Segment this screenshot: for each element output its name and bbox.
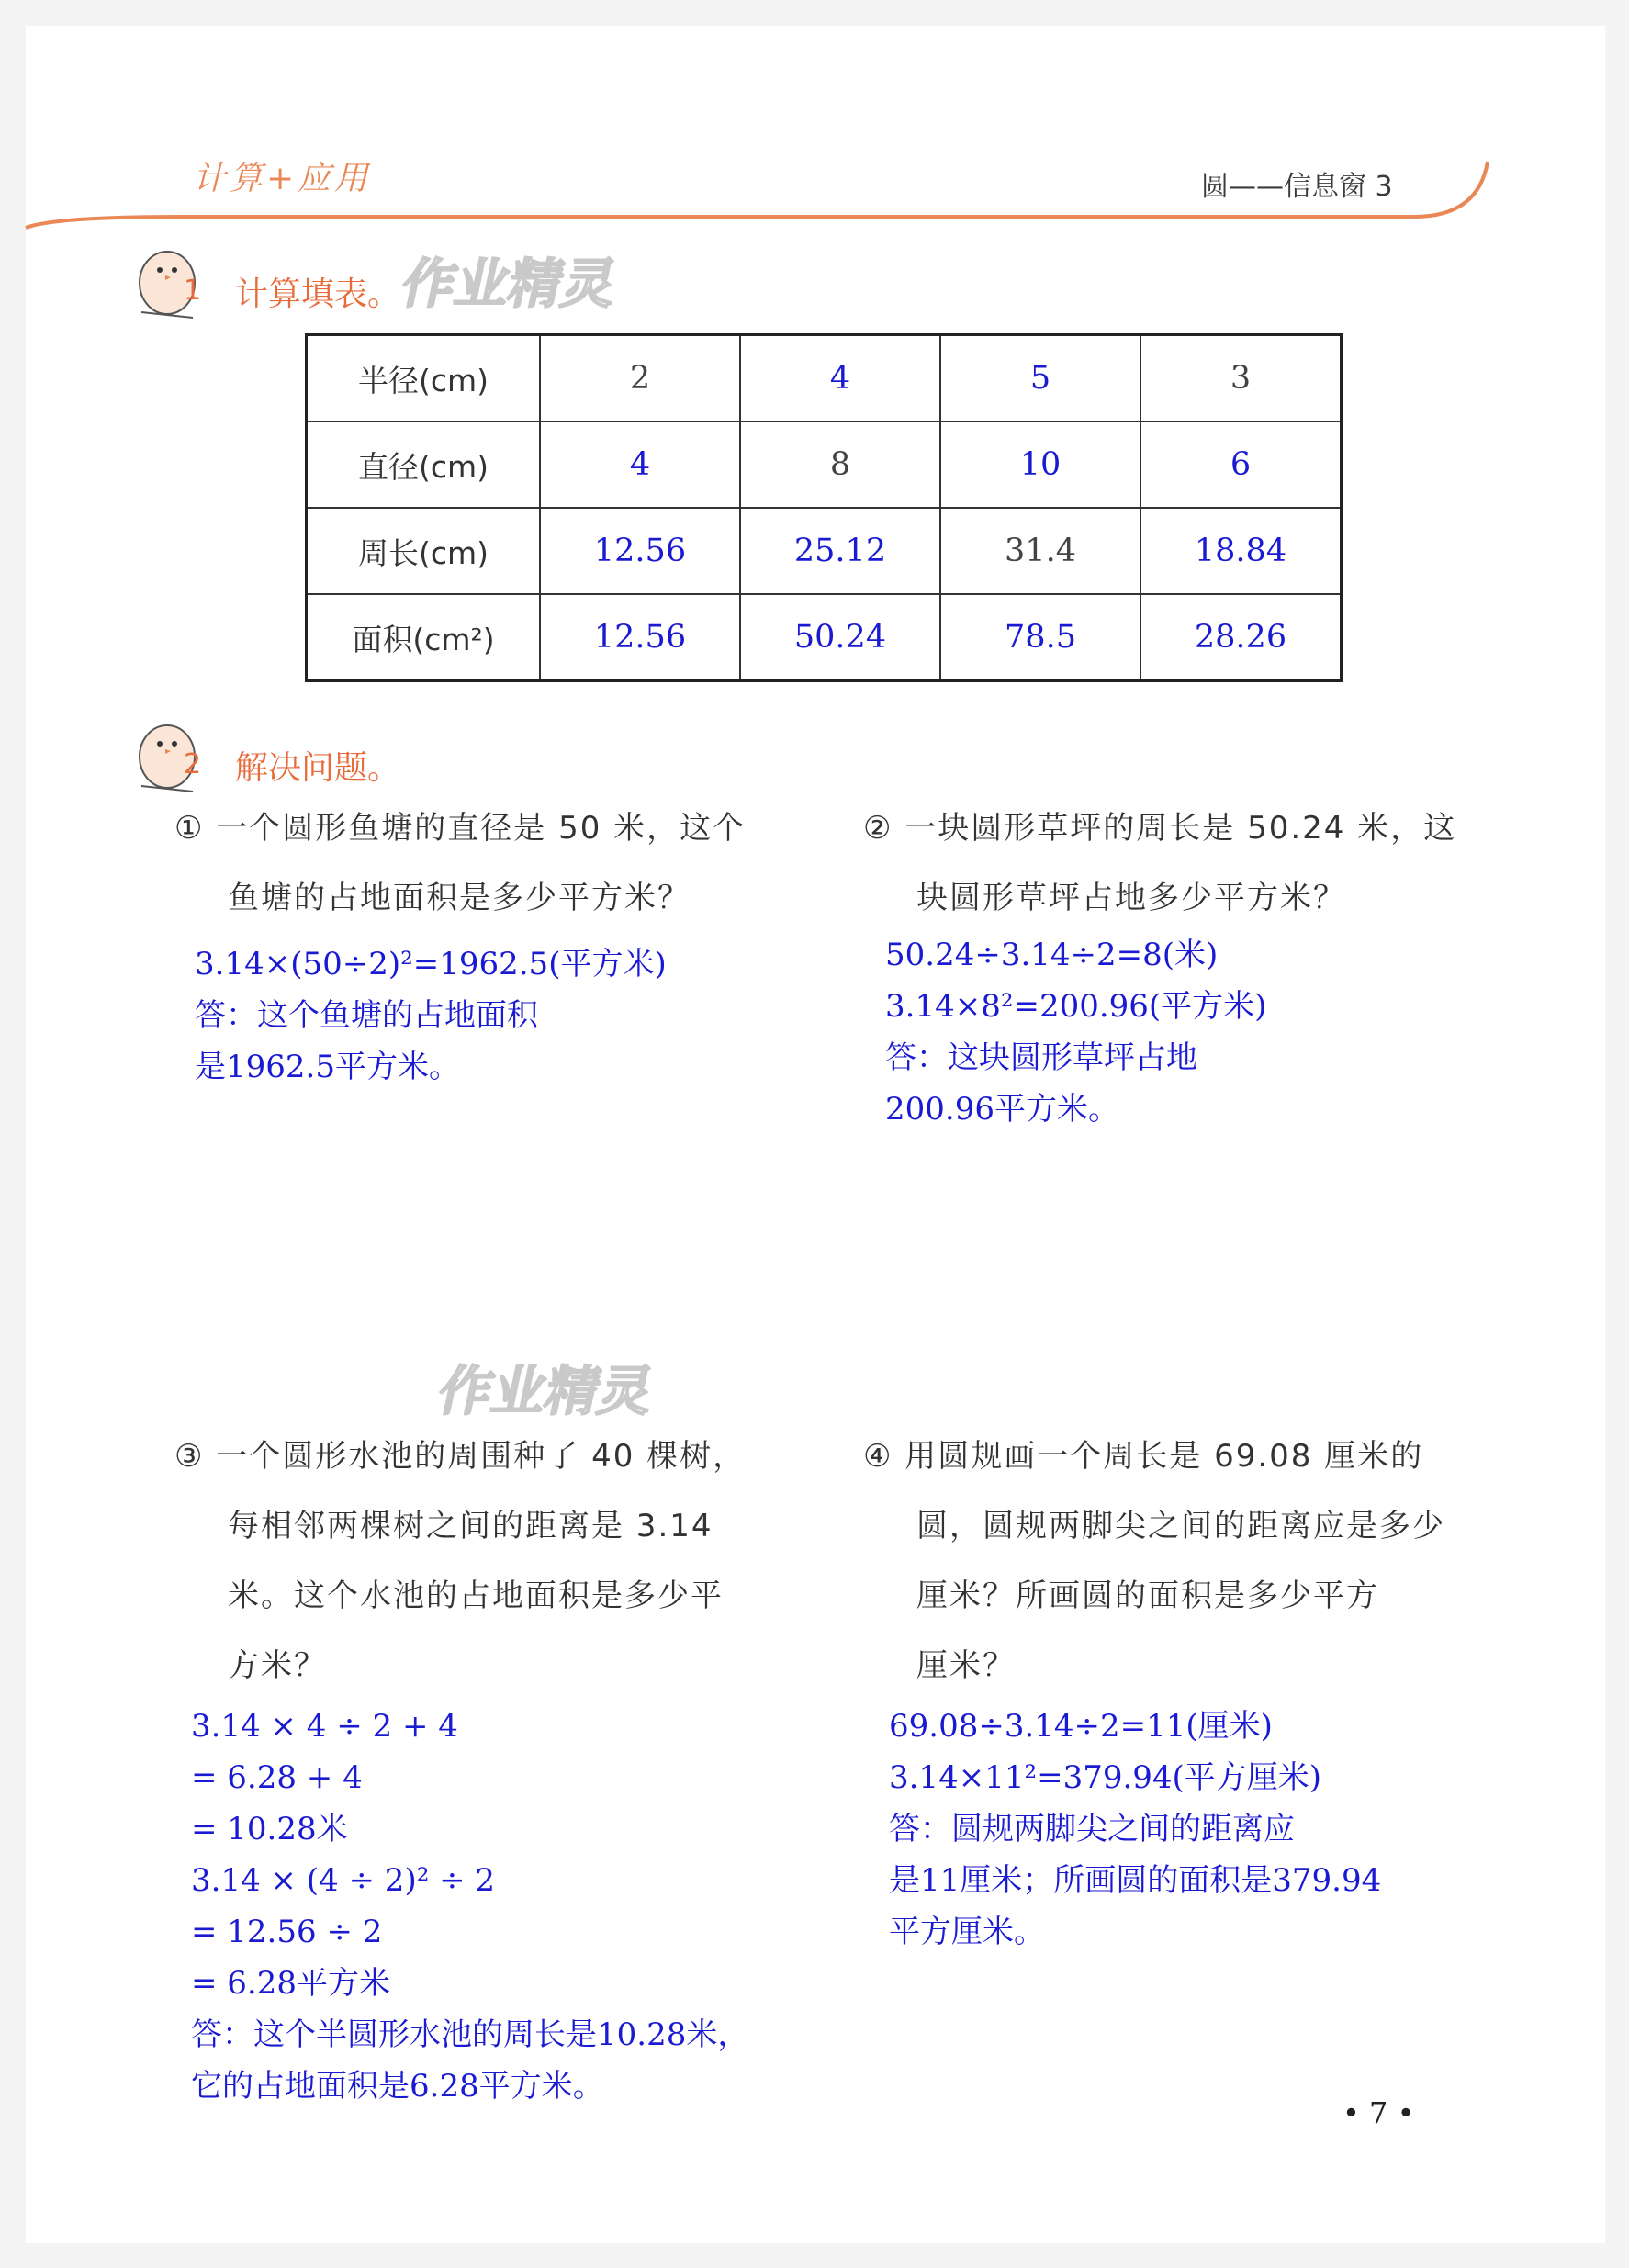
table-cell: 4 [740, 335, 940, 422]
problem-2-question [863, 793, 1506, 933]
problem-2-answer [885, 929, 1266, 1135]
answer-line: = 6.28 + 4 [191, 1759, 363, 1796]
table-cell: 50.24 [740, 594, 940, 681]
row-header: 周长(cm) [307, 508, 541, 594]
table-row [307, 508, 1342, 594]
table-cell: 4 [540, 421, 740, 508]
question-line: 厘米？ [916, 1647, 1016, 1684]
table-cell: 18.84 [1140, 508, 1342, 594]
problem-4-answer [889, 1701, 1381, 1958]
circle-table [305, 333, 1343, 682]
row-header: 面积(cm²) [307, 594, 541, 681]
problem-3-question [174, 1421, 817, 1701]
section-number: 2 [184, 748, 202, 780]
question-line: 厘米？所画圆的面积是多少平方 [916, 1577, 1379, 1614]
answer-line: = 10.28米 [191, 1811, 348, 1847]
answer-line: 200.96平方米。 [885, 1091, 1119, 1128]
table-cell: 25.12 [740, 508, 940, 594]
bird-badge-icon [129, 241, 211, 323]
answer-line: 是11厘米；所画圆的面积是379.94 [889, 1862, 1382, 1899]
section-title: 解决问题。 [235, 749, 401, 787]
answer-line: 它的占地面积是6.28平方米。 [191, 2068, 604, 2105]
table-row [307, 335, 1342, 422]
question-line: 每相邻两棵树之间的距离是 3.14 [228, 1508, 713, 1544]
question-line: 方米？ [228, 1647, 327, 1684]
table-cell: 8 [740, 421, 940, 508]
table-cell: 10 [940, 421, 1140, 508]
table-cell: 5 [940, 335, 1140, 422]
bird-badge-icon [129, 714, 211, 797]
table-cell: 12.56 [540, 508, 740, 594]
question-line: ③ 一个圆形水池的周围种了 40 棵树， [174, 1438, 747, 1475]
answer-line: 69.08÷3.14÷2=11(厘米) [889, 1708, 1273, 1745]
section-number: 1 [184, 275, 202, 307]
answer-line: 3.14 × 4 ÷ 2 + 4 [191, 1708, 458, 1745]
table-row [307, 421, 1342, 508]
problem-3-answer [191, 1701, 748, 2112]
row-header: 半径(cm) [307, 335, 541, 422]
question-line: 圆，圆规两脚尖之间的距离应是多少 [916, 1508, 1445, 1544]
answer-line: 答：这块圆形草坪占地 [885, 1039, 1197, 1076]
question-line: 鱼塘的占地面积是多少平方米？ [228, 880, 691, 916]
table-cell: 31.4 [940, 508, 1140, 594]
problem-1-question [174, 793, 817, 933]
problem-1-answer [195, 938, 667, 1093]
table-cell: 3 [1140, 335, 1342, 422]
table-row [307, 594, 1342, 681]
section-title: 计算填表。 [235, 275, 401, 313]
answer-line: 50.24÷3.14÷2=8(米) [885, 937, 1219, 973]
chapter-label: 圆——信息窗 3 [1201, 171, 1393, 203]
answer-line: 答：这个半圆形水池的周长是10.28米， [191, 2016, 749, 2053]
table-cell: 6 [1140, 421, 1342, 508]
page-number: • 7 • [1343, 2095, 1415, 2130]
answer-line: 3.14×11²=379.94(平方厘米) [889, 1759, 1322, 1796]
answer-line: 3.14 × (4 ÷ 2)² ÷ 2 [191, 1862, 496, 1899]
answer-line: 答：圆规两脚尖之间的距离应 [889, 1811, 1295, 1847]
question-line: ② 一块圆形草坪的周长是 50.24 米，这 [863, 810, 1457, 847]
question-line: 块圆形草坪占地多少平方米？ [916, 880, 1346, 916]
answer-line: 3.14×8²=200.96(平方米) [885, 988, 1267, 1025]
problem-4-question [863, 1421, 1506, 1701]
watermark: 作业精灵 [433, 1360, 660, 1422]
unit-label: 计算+应用 [193, 160, 372, 197]
table-cell: 28.26 [1140, 594, 1342, 681]
answer-line: 是1962.5平方米。 [195, 1049, 460, 1085]
watermark: 作业精灵 [396, 253, 624, 315]
answer-line: 平方厘米。 [889, 1914, 1045, 1950]
answer-line: 3.14×(50÷2)²=1962.5(平方米) [195, 946, 667, 982]
question-line: ① 一个圆形鱼塘的直径是 50 米，这个 [174, 810, 747, 847]
answer-line: = 12.56 ÷ 2 [191, 1914, 383, 1950]
question-line: ④ 用圆规画一个周长是 69.08 厘米的 [863, 1438, 1424, 1475]
answer-line: 答：这个鱼塘的占地面积 [195, 997, 538, 1034]
table-cell: 78.5 [940, 594, 1140, 681]
table-cell: 2 [540, 335, 740, 422]
question-line: 米。这个水池的占地面积是多少平 [228, 1577, 724, 1614]
row-header: 直径(cm) [307, 421, 541, 508]
answer-line: = 6.28平方米 [191, 1965, 390, 2002]
table-cell: 12.56 [540, 594, 740, 681]
